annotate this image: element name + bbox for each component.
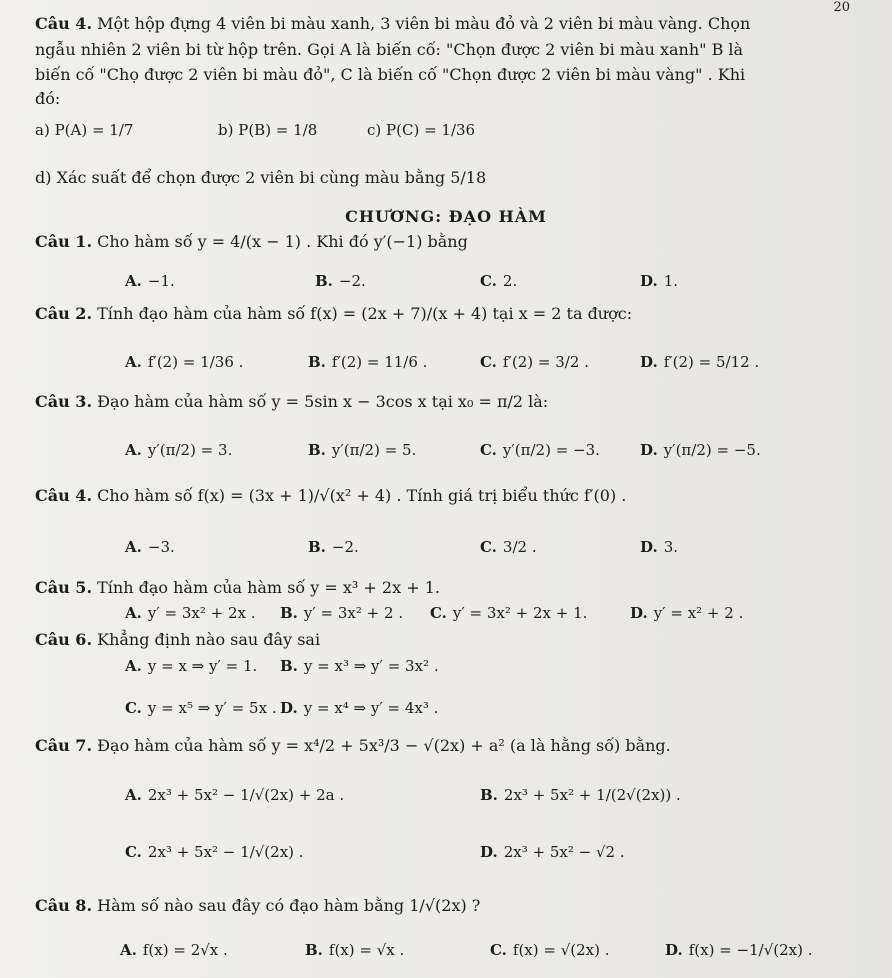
prob-option-b: b) P(B) = 1/8 xyxy=(218,121,318,139)
option-key: C. xyxy=(125,699,142,717)
question-7-label: Câu 7. xyxy=(35,736,93,755)
option-key: A. xyxy=(125,786,142,804)
option-key: C. xyxy=(480,353,497,371)
option-key: D. xyxy=(480,843,498,861)
question-8-label: Câu 8. xyxy=(35,896,93,915)
option-key: C. xyxy=(490,941,507,959)
question-1-label: Câu 1. xyxy=(35,232,93,251)
q7-option-b xyxy=(480,785,681,805)
option-text: y′ = x² + 2 . xyxy=(653,604,744,622)
option-text: f′(2) = 5/12 . xyxy=(663,353,760,371)
option-text: 1. xyxy=(663,272,679,290)
option-key: B. xyxy=(305,941,323,959)
q2-option-a xyxy=(125,352,243,372)
option-key: D. xyxy=(640,272,658,290)
question-5 xyxy=(35,578,440,598)
q1-option-b xyxy=(315,271,366,291)
option-text: f′(2) = 1/36 . xyxy=(147,353,244,371)
option-text: −2. xyxy=(331,538,359,556)
question-8-text: Hàm số nào sau đây có đạo hàm bằng 1/√(2x) ? xyxy=(97,896,481,915)
option-key: B. xyxy=(308,538,326,556)
q3-option-c xyxy=(480,440,600,460)
question-2-text: Tính đạo hàm của hàm số f(x) = (2x + 7)/(x + 4) tại x = 2 ta được: xyxy=(97,304,633,323)
question-7 xyxy=(35,736,671,756)
q8-option-d xyxy=(665,940,813,960)
option-key: C. xyxy=(480,272,497,290)
question-5-text: Tính đạo hàm của hàm số y = x³ + 2x + 1. xyxy=(97,578,440,597)
option-text: 2. xyxy=(502,272,518,290)
q8-option-c xyxy=(490,940,610,960)
option-key: D. xyxy=(665,941,683,959)
question-6-text: Khẳng định nào sau đây sai xyxy=(97,630,321,649)
q2-option-b xyxy=(308,352,427,372)
option-text: y′(π/2) = 3. xyxy=(147,441,233,459)
option-key: D. xyxy=(640,441,658,459)
option-key: D. xyxy=(640,538,658,556)
q4-option-d xyxy=(640,537,678,557)
prob-option-c: c) P(C) = 1/36 xyxy=(367,121,476,139)
option-text: y′ = 3x² + 2x + 1. xyxy=(452,604,588,622)
question-3 xyxy=(35,392,548,412)
option-text: −3. xyxy=(147,538,175,556)
option-key: A. xyxy=(125,272,142,290)
option-key: D. xyxy=(630,604,648,622)
option-text: y = x⁵ ⇒ y′ = 5x . xyxy=(147,699,277,717)
option-text: 3. xyxy=(663,538,679,556)
option-text: y = x⁴ ⇒ y′ = 4x³ . xyxy=(303,699,439,717)
option-text: f(x) = √x . xyxy=(328,941,405,959)
q6-option-c xyxy=(125,698,277,718)
option-text: f(x) = 2√x . xyxy=(142,941,228,959)
question-4-label: Câu 4. xyxy=(35,486,93,505)
option-text: y′(π/2) = −3. xyxy=(502,441,600,459)
q3-option-b xyxy=(308,440,416,460)
option-key: A. xyxy=(125,441,142,459)
option-key: A. xyxy=(125,538,142,556)
option-text: f(x) = √(2x) . xyxy=(512,941,610,959)
q7-option-c xyxy=(125,842,304,862)
q6-option-b xyxy=(280,656,439,676)
option-key: C. xyxy=(480,441,497,459)
option-text: 2x³ + 5x² − 1/√(2x) + 2a . xyxy=(147,786,345,804)
option-text: −2. xyxy=(338,272,366,290)
q1-option-d xyxy=(640,271,678,291)
prob-line-2: ngẫu nhiên 2 viên bi từ hộp trên. Gọi A là biến cố: "Chọn được 2 viên bi màu xanh" B là xyxy=(35,40,744,59)
option-key: C. xyxy=(480,538,497,556)
q4-option-a xyxy=(125,537,175,557)
question-2-label: Câu 2. xyxy=(35,304,93,323)
option-text: y′ = 3x² + 2 . xyxy=(303,604,404,622)
question-2 xyxy=(35,304,632,324)
q4-option-b xyxy=(308,537,359,557)
question-3-text: Đạo hàm của hàm số y = 5sin x − 3cos x tại x₀ = π/2 là: xyxy=(97,392,549,411)
prob-line-1 xyxy=(35,14,750,34)
option-key: A. xyxy=(125,604,142,622)
q3-option-d xyxy=(640,440,761,460)
option-text: 2x³ + 5x² − 1/√(2x) . xyxy=(147,843,304,861)
option-key: C. xyxy=(430,604,447,622)
q2-option-d xyxy=(640,352,759,372)
question-6-label: Câu 6. xyxy=(35,630,93,649)
option-text: y′ = 3x² + 2x . xyxy=(147,604,256,622)
question-5-label: Câu 5. xyxy=(35,578,93,597)
q7-option-d xyxy=(480,842,625,862)
option-text: f′(2) = 3/2 . xyxy=(502,353,589,371)
option-text: f′(2) = 11/6 . xyxy=(331,353,428,371)
q7-option-a xyxy=(125,785,344,805)
option-text: y′(π/2) = −5. xyxy=(663,441,761,459)
question-1 xyxy=(35,232,468,252)
q4-option-c xyxy=(480,537,537,557)
page-number: 20 xyxy=(833,0,850,15)
prob-option-a: a) P(A) = 1/7 xyxy=(35,121,134,139)
question-3-label: Câu 3. xyxy=(35,392,93,411)
option-key: B. xyxy=(308,353,326,371)
question-1-text: Cho hàm số y = 4/(x − 1) . Khi đó y′(−1) bằng xyxy=(97,232,468,251)
q5-option-b xyxy=(280,603,403,623)
option-key: B. xyxy=(480,786,498,804)
option-key: A. xyxy=(125,657,142,675)
option-key: B. xyxy=(280,657,298,675)
option-text: y′(π/2) = 5. xyxy=(331,441,417,459)
option-text: y = x³ ⇒ y′ = 3x² . xyxy=(303,657,439,675)
question-4-text: Cho hàm số f(x) = (3x + 1)/√(x² + 4) . Tính giá trị biểu thức f′(0) . xyxy=(97,486,627,505)
option-key: A. xyxy=(125,353,142,371)
q3-option-a xyxy=(125,440,232,460)
option-key: D. xyxy=(280,699,298,717)
chapter-title: CHƯƠNG: ĐẠO HÀM xyxy=(345,207,547,226)
q2-option-c xyxy=(480,352,589,372)
q5-option-d xyxy=(630,603,743,623)
q5-option-a xyxy=(125,603,256,623)
option-key: D. xyxy=(640,353,658,371)
option-key: B. xyxy=(308,441,326,459)
option-key: B. xyxy=(280,604,298,622)
question-8 xyxy=(35,896,480,916)
option-key: B. xyxy=(315,272,333,290)
q1-option-a xyxy=(125,271,175,291)
option-key: A. xyxy=(120,941,137,959)
prob-line-3: biến cố "Chọ được 2 viên bi màu đỏ", C là biến cố "Chọn được 2 viên bi màu vàng" . Khi xyxy=(35,65,746,84)
prob-text-1: Một hộp đựng 4 viên bi màu xanh, 3 viên bi màu đỏ và 2 viên bi màu vàng. Chọn xyxy=(97,14,751,33)
option-text: −1. xyxy=(147,272,175,290)
q1-option-c xyxy=(480,271,517,291)
option-text: 3/2 . xyxy=(502,538,537,556)
question-6 xyxy=(35,630,320,650)
option-text: 2x³ + 5x² − √2 . xyxy=(503,843,625,861)
option-text: 2x³ + 5x² + 1/(2√(2x)) . xyxy=(503,786,681,804)
prob-line-4: đó: xyxy=(35,89,61,108)
question-7-text: Đạo hàm của hàm số y = x⁴/2 + 5x³/3 − √(2x) + a² (a là hằng số) bằng. xyxy=(97,736,671,755)
q6-option-a xyxy=(125,656,257,676)
q6-option-d xyxy=(280,698,438,718)
prob-label: Câu 4. xyxy=(35,14,93,33)
prob-option-d: d) Xác suất để chọn được 2 viên bi cùng màu bằng 5/18 xyxy=(35,168,487,187)
option-key: C. xyxy=(125,843,142,861)
q8-option-b xyxy=(305,940,404,960)
option-text: y = x ⇒ y′ = 1. xyxy=(147,657,258,675)
option-text: f(x) = −1/√(2x) . xyxy=(688,941,813,959)
q5-option-c xyxy=(430,603,587,623)
q8-option-a xyxy=(120,940,228,960)
question-4 xyxy=(35,486,626,506)
